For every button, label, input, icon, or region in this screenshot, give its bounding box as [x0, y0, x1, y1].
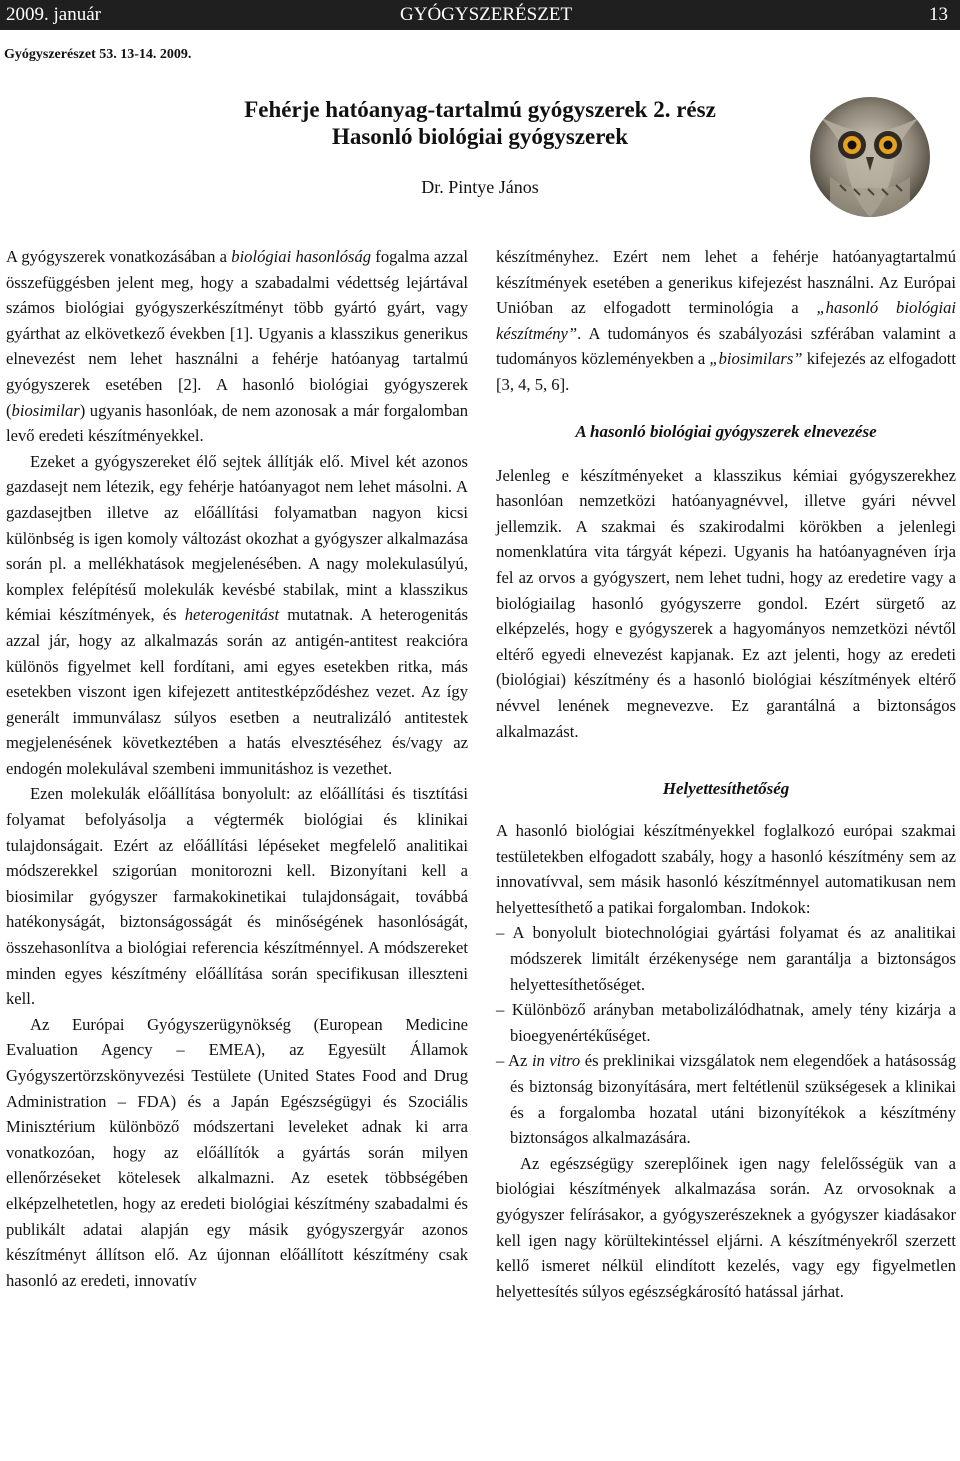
paragraph: Az Európai Gyógyszerügynökség (European Medicine Evaluation Agency – EMEA), az Egyesült Államok Gyógyszertörzskönyvezési Testülete (United States Food and Drug Administration – FDA) és a Japán Egészségügyi és Szociális Minisztérium különböző módszertani leveleket adnak ki arra vonatkozóan, hogy az előállítók a gyártás során milyen ellenőrzéseket kötelesek alkalmazni. Az esetek többségében elképzelhetetlen, hogy az eredeti biológiai készítmény szabadalmi és publikált adatai alapján egy másik gyógyszergyár azonos készítményt állítson elő. Az újonnan előállított készítmény csak hasonló az eredeti, innovatív	[6, 1014, 468, 1290]
section-heading-substitutability: Helyettesíthetőség	[662, 779, 790, 799]
paragraph: A gyógyszerek vonatkozásában a biológiai hasonlóság fogalma azzal összefüggésben jelent meg, hogy a szabadalmi védettség lejártával számos biológiai gyógyszerkészítményt több gyártó gyárt, vagy gyárthat az elkövetkező években [1]. Ugyanis a klasszikus generikus elnevezést nem lehet használni a fehérje hatóanyag tartalmú gyógyszerek esetében [2]. A hasonló biológiai gyógyszerek (biosimilar) ugyanis hasonlóak, de nem azonosak a már forgalomban levő eredeti készítményekkel.	[6, 247, 468, 446]
issue-date: 2009. január	[6, 4, 101, 25]
author: Dr. Pintye János	[421, 177, 539, 197]
article-subtitle: Hasonló biológiai gyógyszerek	[331, 124, 629, 149]
section-heading-naming: A hasonló biológiai gyógyszerek elnevezése	[575, 421, 877, 441]
paragraph: készítményhez. Ezért nem lehet a fehérje hatóanyagtartalmú készítmények esetében a generikus kifejezést használni. Az Európai Unióban az elfogadott terminológia a „hasonló biológiai készítmény”. A tudományos és szabályozási szférában valamint a tudományos közleményekben a „biosimilars” kifejezés az elfogadott [3, 4, 5, 6].	[496, 247, 956, 394]
page-number: 13	[929, 4, 948, 25]
article-title: Fehérje hatóanyag-tartalmú gyógyszerek 2. rész	[244, 97, 716, 122]
page-header	[0, 0, 960, 30]
journal-name: GYÓGYSZERÉSZET	[400, 4, 573, 25]
reasons-list	[496, 920, 956, 1150]
paragraph: Ezen molekulák előállítása bonyolult: az előállítási és tisztítási folyamat befolyásolja a végtermék biológiai és klinikai tulajdonságait. Ezért az előállítási lépéseket megfelelő analitikai módszerekkel szigorúan monitorozni kell. Bizonyítani kell a biosimilar gyógyszer farmakokinetikai tulajdonságait, továbbá hatékonyságát, biztonságosságát és minőségének hasonlóságát, összehasonlítva a biológiai referencia készítménnyel. A módszereket minden egyes készítmény előállítása során specifikusan illeszteni kell.	[6, 784, 468, 1009]
list-item: – Különböző arányban metabolizálódhatnak, amely tény kizárja a bioegyenértékűséget.	[496, 997, 956, 1048]
list-item: – Az in vitro és preklinikai vizsgálatok nem elegendőek a hatásosság és biztonság bizonyítására, mert feltétlenül szükségesek a klinikai és a forgalomba hozatal utáni bizonyítékok a készítmény biztonságos alkalmazására.	[496, 1048, 956, 1150]
paragraph: A hasonló biológiai készítményekkel foglalkozó európai szakmai testületekben elfogadott szabály, hogy a hasonló készítmény sem az innovatívval, sem másik hasonló készítménnyel automatikusan nem helyettesíthető a patikai forgalomban. Indokok:	[496, 821, 956, 917]
left-column	[6, 244, 468, 1293]
right-column	[496, 244, 956, 1304]
list-item: – A bonyolult biotechnológiai gyártási folyamat és az analitikai módszerek limitált érzékenysége nem garantálja a biztonságos helyettesíthetőséget.	[496, 920, 956, 997]
paragraph: Ezeket a gyógyszereket élő sejtek állítják elő. Mivel két azonos gazdasejt nem létezik, egy fehérje hatóanyagot nem lehet másolni. A gazdasejtben illetve az előállítási folyamatban nagyon kicsi különbség is igen komoly változást okozhat a gyógyszer alkalmazása során pl. a mellékhatások megjelenésében. A nagy molekulasúlyú, komplex felépítésű molekulák kevésbé stabilak, mint a klasszikus kémiai készítmények, és heterogenitást mutatnak. A heterogenitás azzal jár, hogy az alkalmazás során az antigén-antitest reakcióra különös figyelmet kell fordítani, ami egyes esetekben ritka, más esetekben viszont igen kifejezett antitestképződéshez vezet. Az így generált immunválasz súlyos esetben a neutralizáló antitestek megjelenésének következtében a hatás elvesztéséhez és/vagy az endogén molekulával szembeni immunitáshoz is vezethet.	[6, 451, 468, 778]
paragraph: Az egészségügy szereplőinek igen nagy felelősségük van a biológiai készítmények alkalmazása során. Az orvosoknak a gyógyszer felírásakor, a gyógyszerészeknek a gyógyszer kiadásakor kell igen nagy körültekintéssel eljárni. A készítményekről szerzett kellő ismeret nélkül elindított kezelés, vagy egy figyelmetlen helyettesítés súlyos egészségkárosító hatással járhat.	[496, 1153, 956, 1301]
citation: Gyógyszerészet 53. 13-14. 2009.	[4, 47, 192, 62]
owl-photo-icon	[810, 97, 930, 217]
paragraph: Jelenleg e készítményeket a klasszikus kémiai gyógyszerekhez hasonlóan nemzetközi hatóanyagnévvel, illetve gyári névvel jellemzik. A szakmai és szakirodalmi körökben a jelenlegi nomenklatúra vita tárgyát képezi. Ugyanis ha hatóanyagnéven írja fel az orvos a gyógyszert, nem lehet tudni, hogy az eredetire vagy a biológiailag hasonló gyógyszerre gondol. Ezért sürgető az elképzelés, hogy e gyógyszerek a hagyományos nemzetközi névtől eltérő egyedi elnevezést kapjanak. Ez azt jelenti, hogy az eredeti (biológiai) készítmény és a hasonló biológiai készítmények eltérő névvel lenének megnevezve. Ez garantálná a biztonságos alkalmazást.	[496, 465, 956, 741]
